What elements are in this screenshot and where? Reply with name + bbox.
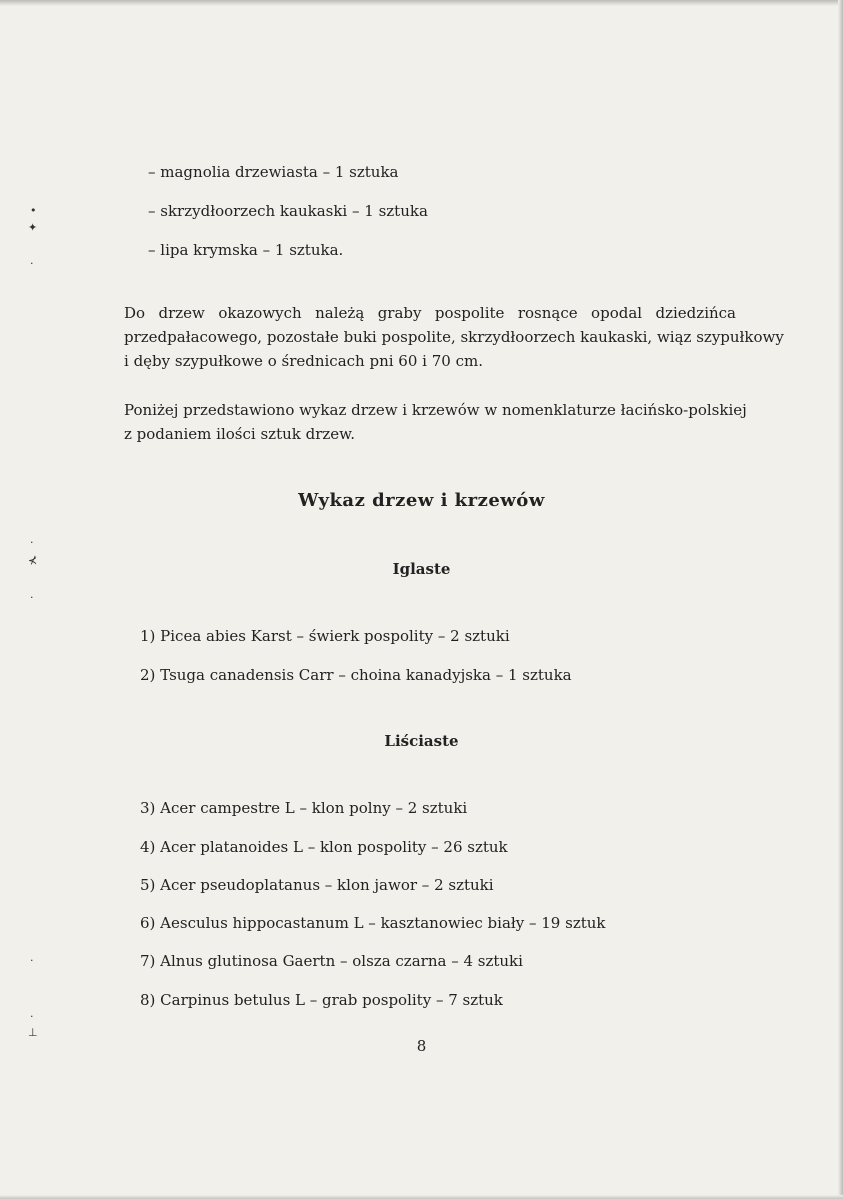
paragraph-line: z podaniem ilości sztuk drzew. — [124, 425, 355, 443]
tree-list-item: 3) Acer campestre L – klon polny – 2 sztuki — [140, 799, 468, 817]
tree-list-item: 6) Aesculus hippocastanum L – kasztanowiec biały – 19 sztuk — [140, 914, 606, 932]
intro-list-item: – magnolia drzewiasta – 1 sztuka — [148, 163, 399, 181]
page-number: 8 — [416, 1037, 427, 1055]
paragraph-line: przedpałacowego, pozostałe buki pospolite, skrzydłoorzech kaukaski, wiąz szypułkowy — [124, 328, 784, 346]
scan-edge-bottom — [0, 1195, 843, 1199]
scan-speck: · — [30, 954, 34, 967]
scan-speck: · — [30, 591, 34, 604]
scan-speck: · — [30, 536, 34, 549]
paragraph-line: Do drzew okazowych należą graby pospolite rosnące opodal dziedzińca — [124, 304, 736, 322]
tree-list-item: 8) Carpinus betulus L – grab pospolity – 7 sztuk — [140, 991, 503, 1009]
tree-list-item: 2) Tsuga canadensis Carr – choina kanadyjska – 1 sztuka — [140, 666, 572, 684]
intro-list-item: – skrzydłoorzech kaukaski – 1 sztuka — [148, 202, 428, 220]
scan-speck: ✦ — [28, 221, 38, 234]
scan-speck: ⊥ — [28, 1026, 38, 1039]
scan-edge-right — [838, 0, 843, 1199]
scan-speck: • — [30, 204, 37, 217]
subsection-title: Liściaste — [384, 732, 459, 750]
section-heading: Wykaz drzew i krzewów — [298, 490, 545, 511]
paragraph-line: i dęby szypułkowe o średnicach pni 60 i 70 cm. — [124, 352, 483, 370]
intro-list-item: – lipa krymska – 1 sztuka. — [148, 241, 344, 259]
scan-speck: · — [30, 257, 34, 270]
scan-edge-top — [0, 0, 843, 6]
paragraph-line: Poniżej przedstawiono wykaz drzew i krzewów w nomenklaturze łacińsko-polskiej — [124, 401, 747, 419]
tree-list-item: 1) Picea abies Karst – świerk pospolity – 2 sztuki — [140, 627, 510, 645]
tree-list-item: 4) Acer platanoides L – klon pospolity – 26 sztuk — [140, 838, 508, 856]
tree-list-item: 5) Acer pseudoplatanus – klon jawor – 2 sztuki — [140, 876, 494, 894]
scan-speck: ⊀ — [28, 554, 38, 567]
scan-speck: · — [30, 1010, 34, 1023]
tree-list-item: 7) Alnus glutinosa Gaertn – olsza czarna – 4 sztuki — [140, 952, 523, 970]
subsection-title: Iglaste — [392, 560, 451, 578]
